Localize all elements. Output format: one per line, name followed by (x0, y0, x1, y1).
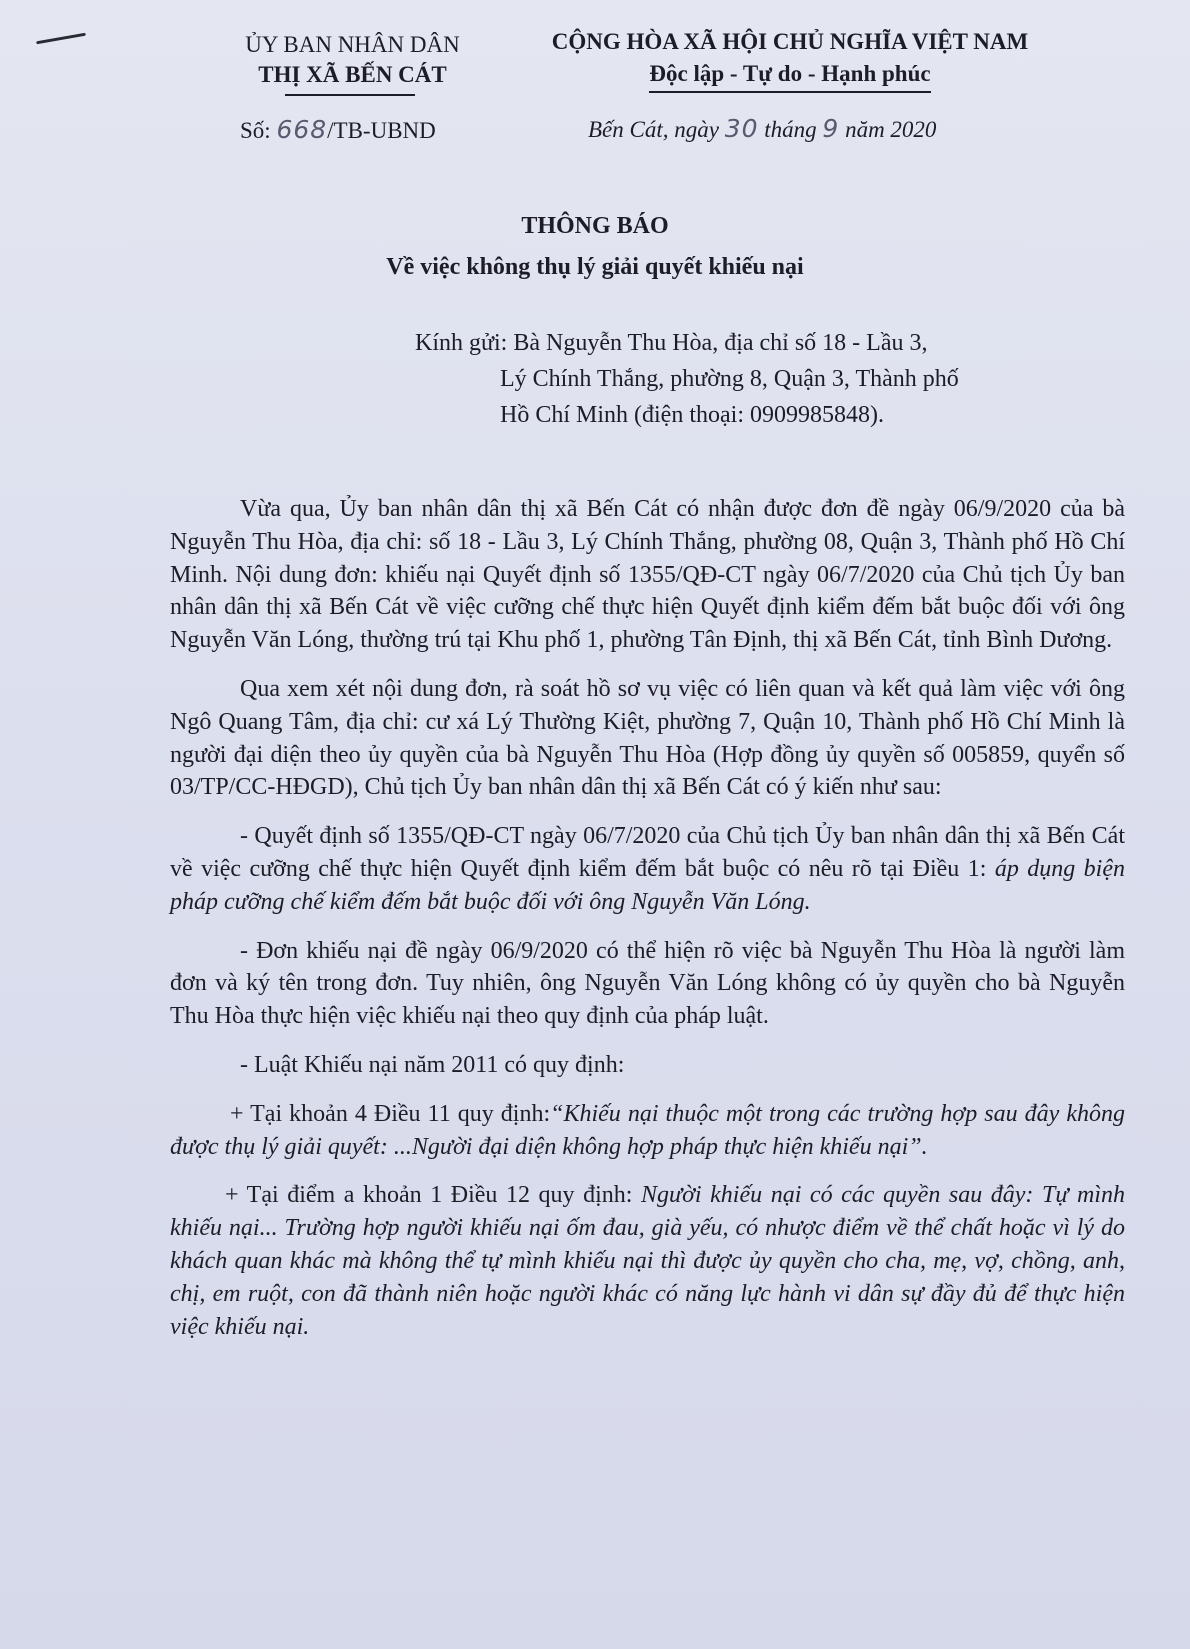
date-day: 30 (724, 114, 759, 143)
paragraph-5: - Luật Khiếu nại năm 2011 có quy định: (240, 1051, 625, 1078)
paragraph-6-quote: “Khiếu nại thuộc một trong các trường hợp sau đây không được thụ lý giải quyết: ...Người đại diện không hợp pháp thực hiện khiếu nại”. (170, 1100, 1125, 1160)
national-motto (510, 26, 1070, 93)
reference-suffix: /TB-UBND (327, 118, 436, 143)
reference-number: 668 (276, 115, 328, 144)
paragraph-3-text: - Quyết định số 1355/QĐ-CT ngày 06/7/2020 của Chủ tịch Ủy ban nhân dân thị xã Bến Cát về việc cưỡng chế thực hiện Quyết định kiểm đếm bắt buộc có nêu rõ tại Điều 1: (170, 823, 1125, 882)
agency-underline (285, 94, 415, 96)
paragraph-3-quote: áp dụng biện pháp cưỡng chế kiểm đếm bắt buộc đối với ông Nguyễn Văn Lóng. (170, 855, 1126, 915)
paragraph-7-text: + Tại điểm a khoản 1 Điều 12 quy định: (225, 1182, 642, 1209)
paragraph-1: Vừa qua, Ủy ban nhân dân thị xã Bến Cát có nhận được đơn đề ngày 06/9/2020 của bà Nguyễn Thu Hòa, địa chỉ: số 18 - Lầu 3, Lý Chính Thắng, phường 08, Quận 3, Thành phố Hồ Chí Minh. Nội dung đơn: khiếu nại Quyết định số 1355/QĐ-CT ngày 06/7/2020 của Chủ tịch Ủy ban nhân dân thị xã Bến Cát về việc cưỡng chế thực hiện Quyết định kiểm đếm bắt buộc đối với ông Nguyễn Văn Lóng, thường trú tại Khu phố 1, phường Tân Định, thị xã Bến Cát, tỉnh Bình Dương. (170, 496, 1125, 654)
paragraph-7-quote: Người khiếu nại có các quyền sau đây: Tự mình khiếu nại... Trường hợp người khiếu nại ốm đau, già yếu, có nhược điểm về thể chất hoặc vì lý do khách quan khác mà không thể tự mình khiếu nại thì được ủy quyền cho cha, mẹ, vợ, chồng, anh, chị, em ruột, con đã thành niên hoặc người khác có năng lực hành vi dân sự đầy đủ để thực hiện việc khiếu nại. (170, 1182, 1125, 1340)
paragraph-7 (170, 1179, 1125, 1343)
country-name: CỘNG HÒA XÃ HỘI CHỦ NGHĨA VIỆT NAM (551, 29, 1029, 54)
paragraph-2: Qua xem xét nội dung đơn, rà soát hồ sơ vụ việc có liên quan và kết quả làm việc với ông Ngô Quang Tâm, địa chỉ: cư xá Lý Thường Kiệt, phường 7, Quận 10, Thành phố Hồ Chí Minh là người đại diện theo ủy quyền của bà Nguyễn Thu Hòa (Hợp đồng ủy quyền số 005859, quyển số 03/TP/CC-HĐGD), Chủ tịch Ủy ban nhân dân thị xã Bến Cát có ý kiến như sau: (170, 675, 1125, 801)
recipient-block (415, 325, 959, 433)
paragraph-4: - Đơn khiếu nại đề ngày 06/9/2020 có thể hiện rõ việc bà Nguyễn Thu Hòa là người làm đơn và ký tên trong đơn. Tuy nhiên, ông Nguyễn Văn Lóng không có ủy quyền cho bà Nguyễn Thu Hòa thực hiện việc khiếu nại theo quy định của pháp luật. (170, 937, 1125, 1030)
paragraph-6-text: + Tại khoản 4 Điều 11 quy định: (230, 1100, 551, 1127)
agency-line-2: THỊ XÃ BẾN CÁT (258, 62, 447, 87)
recipient-line-1: Kính gửi: Bà Nguyễn Thu Hòa, địa chỉ số 18 - Lầu 3, (415, 330, 928, 356)
recipient-line-3: Hồ Chí Minh (điện thoại: 0909985848). (500, 402, 884, 428)
document-title: THÔNG BÁO (521, 213, 669, 239)
motto: Độc lập - Tự do - Hạnh phúc (649, 58, 930, 93)
document-subtitle: Về việc không thụ lý giải quyết khiếu nại (386, 254, 804, 280)
agency-line-1: ỦY BAN NHÂN DÂN (245, 32, 460, 57)
issuing-agency (210, 30, 495, 90)
document-date (588, 114, 936, 143)
reference-prefix: Số: (240, 118, 271, 143)
date-month: 9 (822, 114, 840, 143)
document-body (170, 493, 1125, 1343)
document-reference (240, 115, 436, 144)
date-place: Bến Cát, ngày (588, 117, 719, 142)
paragraph-6 (170, 1098, 1125, 1164)
date-year: năm 2020 (845, 117, 937, 142)
pen-mark (36, 33, 86, 45)
recipient-line-2: Lý Chính Thắng, phường 8, Quận 3, Thành phố (500, 366, 959, 392)
date-month-label: tháng (764, 117, 817, 142)
paragraph-3 (170, 820, 1125, 918)
